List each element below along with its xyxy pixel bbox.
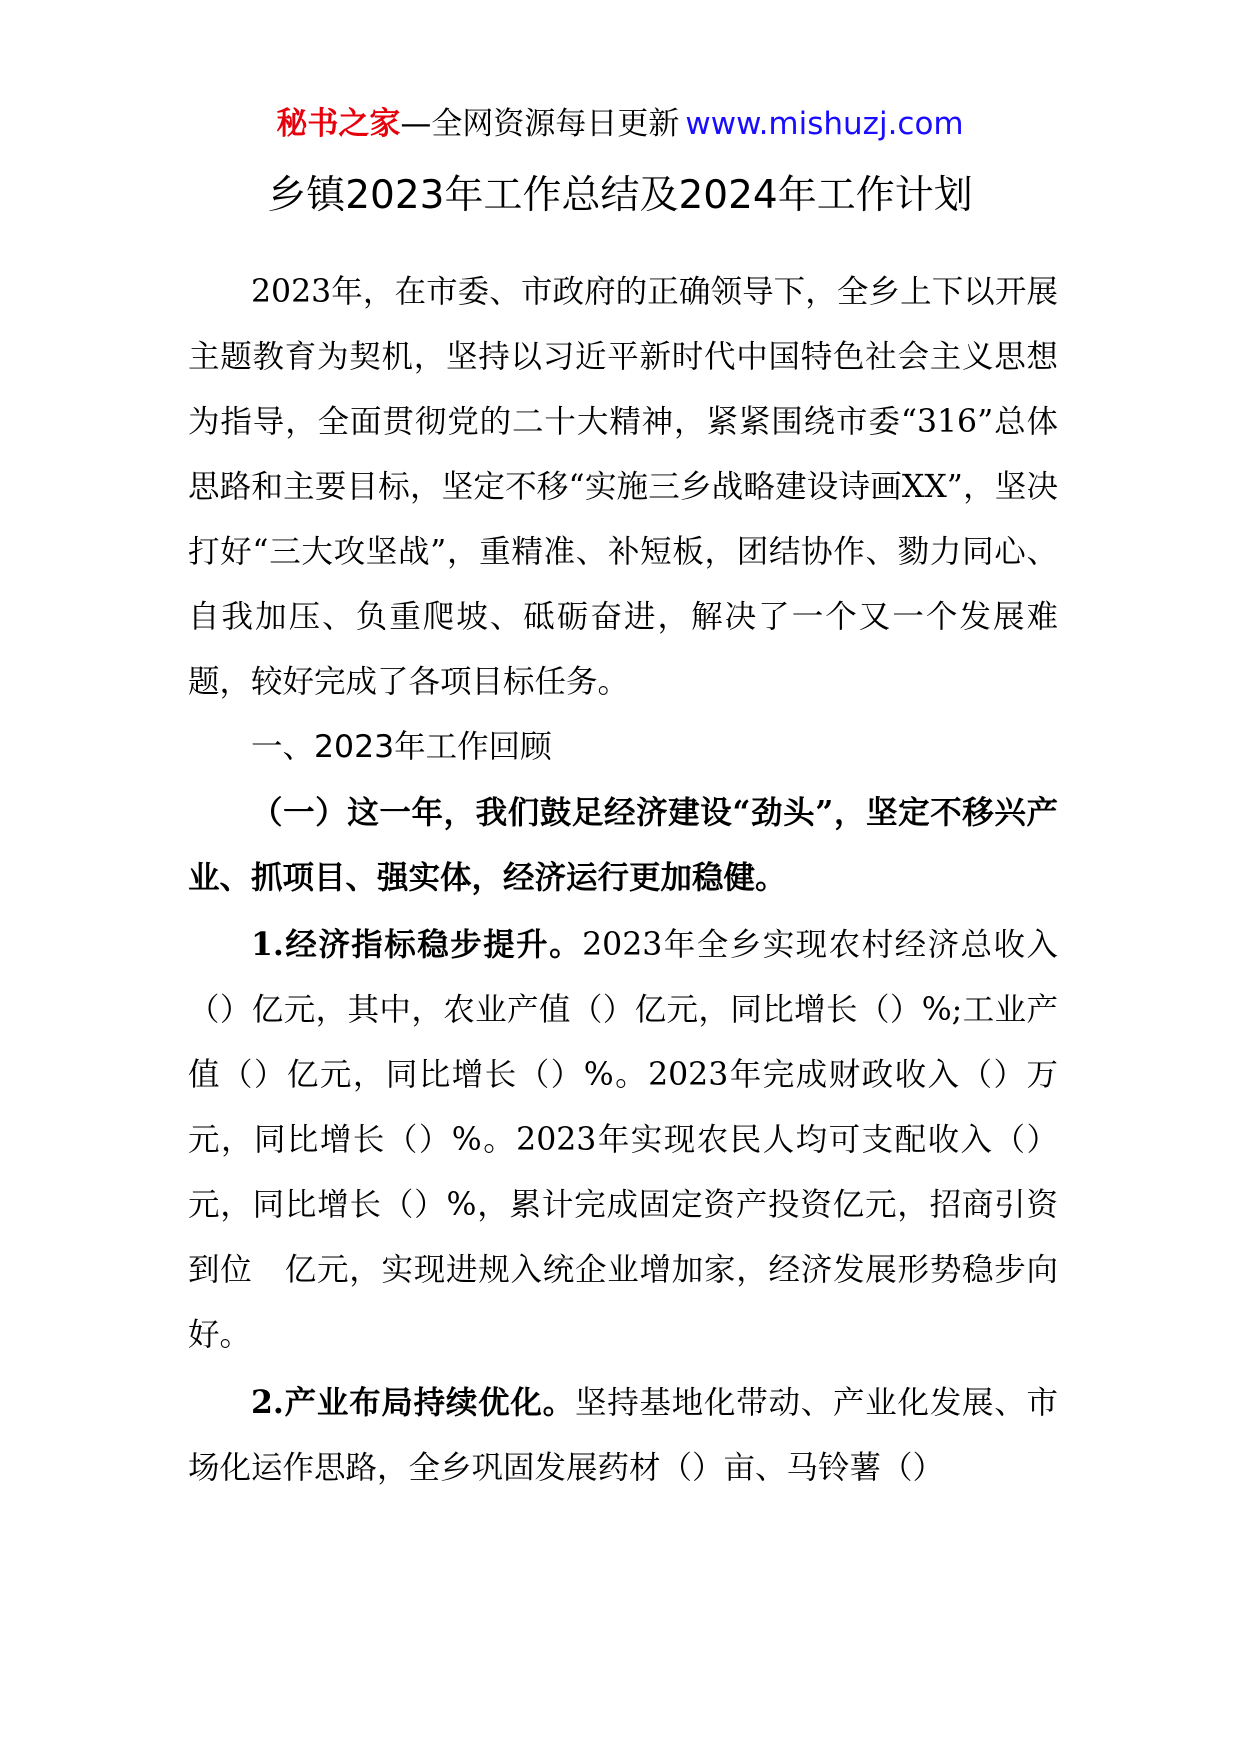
item-2-text: 坚持基地化带动、产业化发展、市场化运作思路，全乡巩固发展药材（）亩、马铃薯（） [188, 1385, 1058, 1486]
intro-paragraph: 2023年，在市委、市政府的正确领导下，全乡上下以开展主题教育为契机，坚持以习近平新时代中国特色社会主义思想为指导，全面贯彻党的二十大精神，紧紧围绕市委“316”总体思路和主要目标，坚定不移“实施三乡战略建设诗画XX”，坚决打好“三大攻坚战”，重精准、补短板，团结协作、勠力同心、自我加压、负重爬坡、砥砺奋进，解决了一个又一个发展难题，较好完成了各项目标任务。 [188, 274, 1058, 700]
document-title: 乡镇2023年工作总结及2024年工作计划 [267, 173, 973, 218]
document-body [188, 260, 1058, 1501]
item-1-lead: 1.经济指标稳步提升。 [251, 926, 583, 963]
subsection-heading-1: （一）这一年，我们鼓足经济建设“劲头”，坚定不移兴产业、抓项目、强实体，经济运行更加稳健。 [188, 794, 1058, 896]
site-slogan: —全网资源每日更新 [400, 106, 680, 142]
section-heading-1: 一、2023年工作回顾 [251, 729, 552, 765]
site-url-link[interactable]: www.mishuzj.com [685, 106, 964, 142]
site-header [0, 104, 1240, 144]
item-1-text: 2023年全乡实现农村经济总收入（）亿元，其中，农业产值（）亿元，同比增长（）%;工业产值（）亿元，同比增长（）%。2023年完成财政收入（）万元，同比增长（）%。2023年实现农民人均可支配收入（）元，同比增长（）%，累计完成固定资产投资亿元，招商引资到位 亿元，实现进规入统企业增加家，经济发展形势稳步向好。 [188, 927, 1059, 1353]
item-paragraph-2 [188, 1370, 1058, 1501]
item-2-lead: 2.产业布局持续优化。 [251, 1384, 575, 1421]
item-paragraph-1 [188, 912, 1058, 1368]
brand-name: 秘书之家 [276, 106, 401, 142]
